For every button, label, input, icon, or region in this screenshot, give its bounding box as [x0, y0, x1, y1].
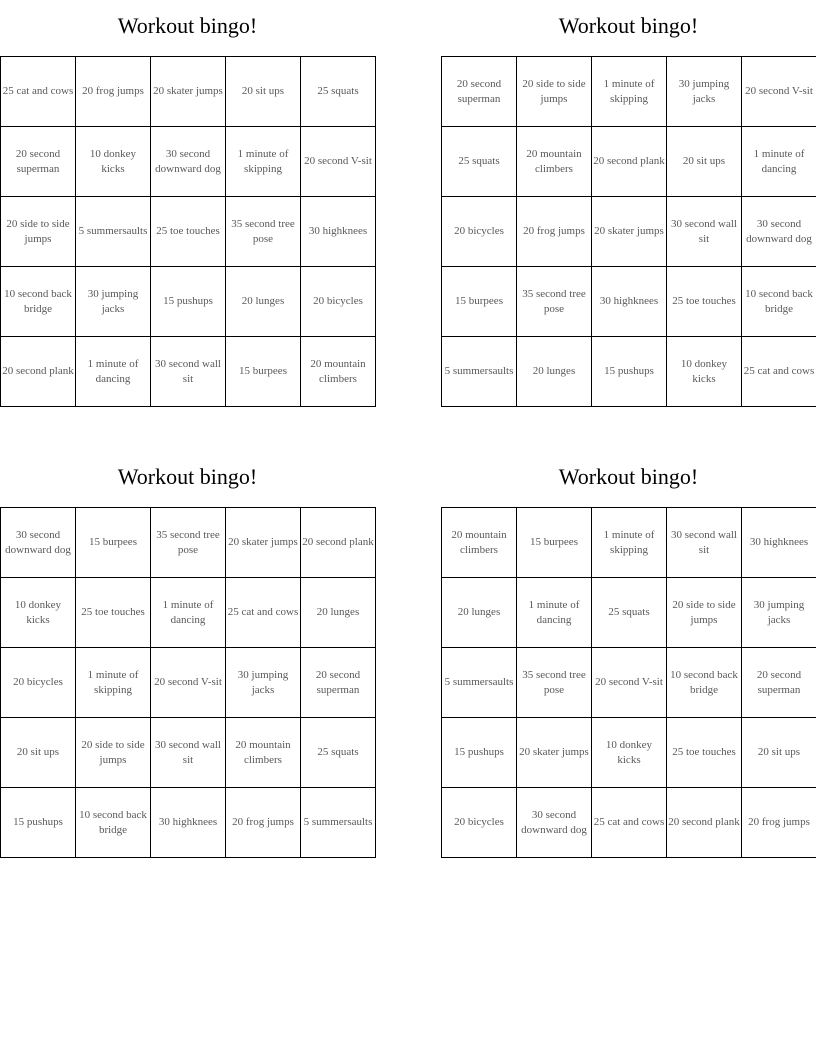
bingo-cell: 10 second back bridge: [667, 648, 742, 718]
bingo-cell: 20 sit ups: [1, 718, 76, 788]
bingo-cell: 1 minute of skipping: [226, 127, 301, 197]
bingo-cell: 20 bicycles: [1, 648, 76, 718]
bingo-cell: 20 bicycles: [442, 788, 517, 858]
bingo-cell: 1 minute of skipping: [592, 57, 667, 127]
bingo-cell: 35 second tree pose: [226, 197, 301, 267]
bingo-cell: 20 second V-sit: [592, 648, 667, 718]
bingo-cell: 30 jumping jacks: [742, 578, 816, 648]
bingo-cell: 5 summersaults: [442, 648, 517, 718]
bingo-row: [442, 578, 816, 648]
bingo-cell: 20 lunges: [301, 578, 376, 648]
bingo-cell: 10 donkey kicks: [592, 718, 667, 788]
bingo-cell: 25 cat and cows: [742, 337, 816, 407]
bingo-cell: 35 second tree pose: [517, 648, 592, 718]
bingo-row: [442, 718, 816, 788]
bingo-cell: 5 summersaults: [301, 788, 376, 858]
bingo-cell: 20 second plank: [1, 337, 76, 407]
bingo-row: [442, 648, 816, 718]
bingo-cell: 20 lunges: [517, 337, 592, 407]
bingo-cell: 20 bicycles: [442, 197, 517, 267]
bingo-cell: 20 mountain climbers: [301, 337, 376, 407]
bingo-row: [1, 508, 376, 578]
bingo-row: [442, 337, 816, 407]
bingo-cell: 15 pushups: [592, 337, 667, 407]
bingo-cell: 20 sit ups: [226, 57, 301, 127]
bingo-cell: 20 second superman: [742, 648, 816, 718]
bingo-cell: 25 squats: [592, 578, 667, 648]
bingo-row: [1, 718, 376, 788]
bingo-row: [1, 788, 376, 858]
bingo-row: [442, 267, 816, 337]
bingo-cell: 20 second superman: [301, 648, 376, 718]
bingo-cell: 30 second wall sit: [151, 718, 226, 788]
bingo-cell: 20 second plank: [667, 788, 742, 858]
bingo-cell: 30 highknees: [592, 267, 667, 337]
bingo-cell: 20 skater jumps: [226, 508, 301, 578]
bingo-cell: 20 skater jumps: [592, 197, 667, 267]
bingo-cell: 15 burpees: [226, 337, 301, 407]
bingo-cell: 10 donkey kicks: [1, 578, 76, 648]
bingo-cell: 35 second tree pose: [517, 267, 592, 337]
bingo-row: [442, 788, 816, 858]
bingo-row: [1, 337, 376, 407]
bingo-cell: 10 second back bridge: [1, 267, 76, 337]
bingo-cell: 20 second plank: [592, 127, 667, 197]
bingo-cell: 30 jumping jacks: [76, 267, 151, 337]
bingo-cell: 1 minute of dancing: [742, 127, 816, 197]
bingo-cell: 30 second wall sit: [667, 508, 742, 578]
bingo-cell: 20 sit ups: [667, 127, 742, 197]
bingo-cell: 30 highknees: [301, 197, 376, 267]
bingo-cell: 1 minute of dancing: [76, 337, 151, 407]
bingo-cell: 20 frog jumps: [76, 57, 151, 127]
bingo-cell: 20 second V-sit: [742, 57, 816, 127]
bingo-cell: 20 bicycles: [301, 267, 376, 337]
bingo-cell: 20 second superman: [442, 57, 517, 127]
bingo-cell: 20 mountain climbers: [226, 718, 301, 788]
bingo-cell: 20 side to side jumps: [667, 578, 742, 648]
bingo-cell: 15 burpees: [442, 267, 517, 337]
bingo-cell: 30 highknees: [151, 788, 226, 858]
bingo-cell: 30 second downward dog: [742, 197, 816, 267]
bingo-cell: 25 toe touches: [76, 578, 151, 648]
bingo-cell: 20 mountain climbers: [442, 508, 517, 578]
bingo-row: [442, 197, 816, 267]
bingo-cell: 25 toe touches: [667, 718, 742, 788]
bingo-cell: 30 second downward dog: [517, 788, 592, 858]
bingo-cell: 20 lunges: [442, 578, 517, 648]
bingo-grid: [0, 56, 376, 407]
bingo-cell: 1 minute of dancing: [151, 578, 226, 648]
bingo-cell: 30 second downward dog: [1, 508, 76, 578]
bingo-cell: 15 pushups: [1, 788, 76, 858]
card-title: Workout bingo!: [117, 464, 258, 489]
bingo-cell: 20 second superman: [1, 127, 76, 197]
bingo-row: [1, 197, 376, 267]
bingo-cell: 20 second plank: [301, 508, 376, 578]
bingo-cell: 25 cat and cows: [226, 578, 301, 648]
bingo-cell: 20 side to side jumps: [1, 197, 76, 267]
card-title: Workout bingo!: [558, 464, 699, 489]
bingo-cell: 25 squats: [301, 718, 376, 788]
bingo-cell: 30 second downward dog: [151, 127, 226, 197]
bingo-cell: 20 side to side jumps: [517, 57, 592, 127]
bingo-cell: 15 burpees: [517, 508, 592, 578]
bingo-cell: 20 skater jumps: [517, 718, 592, 788]
bingo-cell: 35 second tree pose: [151, 508, 226, 578]
bingo-cell: 1 minute of skipping: [592, 508, 667, 578]
bingo-cell: 20 skater jumps: [151, 57, 226, 127]
bingo-cell: 25 cat and cows: [592, 788, 667, 858]
bingo-row: [1, 267, 376, 337]
bingo-cell: 20 second V-sit: [301, 127, 376, 197]
bingo-cell: 20 mountain climbers: [517, 127, 592, 197]
card-title: Workout bingo!: [558, 13, 699, 38]
bingo-cell: 10 donkey kicks: [667, 337, 742, 407]
bingo-cell: 25 squats: [301, 57, 376, 127]
bingo-cell: 30 second wall sit: [667, 197, 742, 267]
bingo-cell: 25 cat and cows: [1, 57, 76, 127]
bingo-cell: 1 minute of skipping: [76, 648, 151, 718]
bingo-row: [442, 57, 816, 127]
bingo-cell: 5 summersaults: [76, 197, 151, 267]
bingo-cell: 30 jumping jacks: [667, 57, 742, 127]
bingo-cell: 20 second V-sit: [151, 648, 226, 718]
bingo-cell: 25 toe touches: [151, 197, 226, 267]
bingo-cell: 10 donkey kicks: [76, 127, 151, 197]
bingo-cell: 30 second wall sit: [151, 337, 226, 407]
bingo-cell: 15 pushups: [442, 718, 517, 788]
bingo-cell: 20 frog jumps: [742, 788, 816, 858]
bingo-cell: 10 second back bridge: [742, 267, 816, 337]
bingo-cell: 20 sit ups: [742, 718, 816, 788]
bingo-row: [1, 578, 376, 648]
card-title: Workout bingo!: [117, 13, 258, 38]
bingo-row: [1, 57, 376, 127]
bingo-cell: 25 squats: [442, 127, 517, 197]
bingo-cell: 30 highknees: [742, 508, 816, 578]
bingo-grid: [441, 56, 816, 407]
bingo-cell: 15 burpees: [76, 508, 151, 578]
bingo-cell: 20 lunges: [226, 267, 301, 337]
bingo-cell: 20 side to side jumps: [76, 718, 151, 788]
bingo-cell: 15 pushups: [151, 267, 226, 337]
bingo-row: [442, 127, 816, 197]
bingo-cell: 30 jumping jacks: [226, 648, 301, 718]
bingo-cell: 10 second back bridge: [76, 788, 151, 858]
bingo-row: [1, 127, 376, 197]
bingo-cell: 25 toe touches: [667, 267, 742, 337]
bingo-row: [442, 508, 816, 578]
bingo-cell: 5 summersaults: [442, 337, 517, 407]
bingo-grid: [0, 507, 376, 858]
bingo-grid: [441, 507, 816, 858]
bingo-cell: 20 frog jumps: [226, 788, 301, 858]
bingo-cell: 1 minute of dancing: [517, 578, 592, 648]
bingo-row: [1, 648, 376, 718]
bingo-cell: 20 frog jumps: [517, 197, 592, 267]
